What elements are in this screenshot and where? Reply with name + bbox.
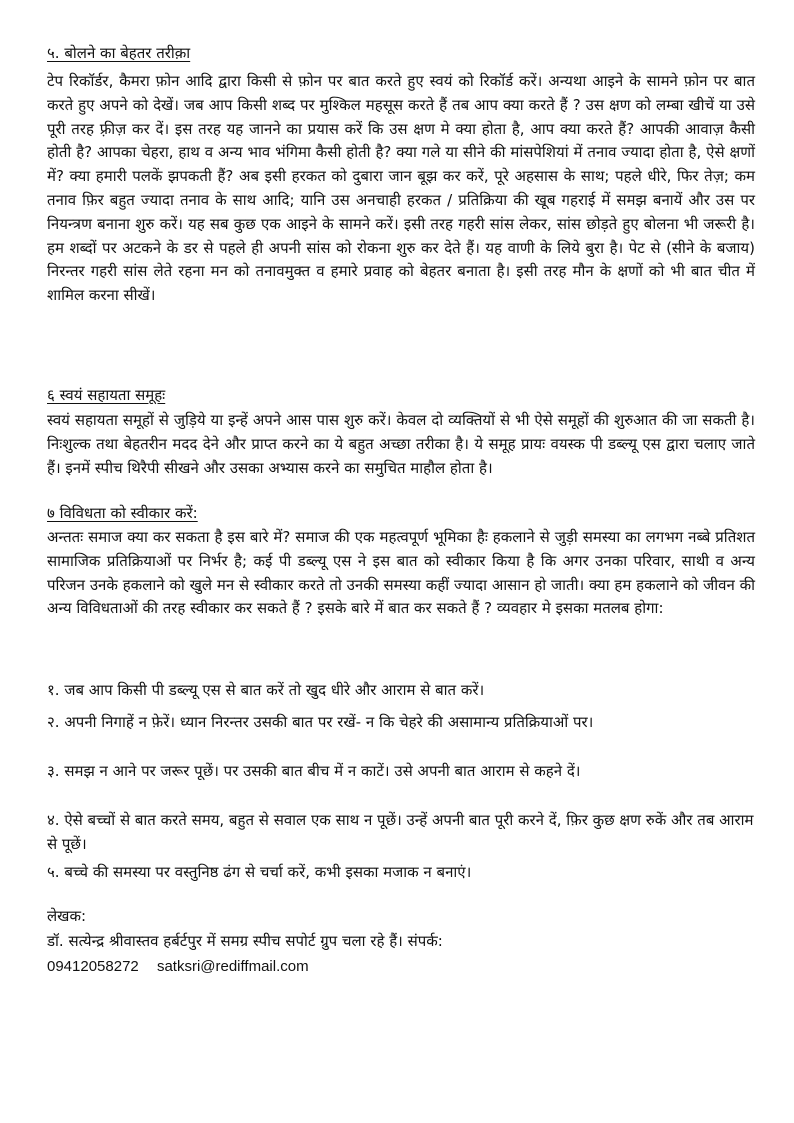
phone-number: 09412058272 bbox=[47, 958, 139, 975]
list-item-2: २. अपनी निगाहें न फ़ेरें। ध्यान निरन्तर उसकी बात पर रखें- न कि चेहरे की असामान्य प्रतिक्रियाओं पर। bbox=[47, 713, 594, 731]
list-item-3: ३. समझ न आने पर जरूर पूछें। पर उसकी बात बीच में न काटें। उसे अपनी बात आराम से कहने दें। bbox=[47, 762, 581, 780]
list-item-1: १. जब आप किसी पी डब्ल्यू एस से बात करें तो खुद धीरे और आराम से बात करें। bbox=[47, 681, 485, 699]
list-item-5: ५. बच्चे की समस्या पर वस्तुनिष्ठ ढंग से चर्चा करें, कभी इसका मजाक न बनाएं। bbox=[47, 863, 472, 881]
section-5-heading: ५. बोलने का बेहतर तरीक़ा bbox=[47, 44, 191, 62]
section-7-heading: ७ विविधता को स्वीकार करें: bbox=[47, 504, 198, 522]
email-address[interactable]: satksri@rediffmail.com bbox=[156, 958, 309, 975]
author-line: डॉ. सत्येन्द्र श्रीवास्तव हर्बर्टपुर में समग्र स्पीच सपोर्ट ग्रुप चला रहे हैं। संपर्क: bbox=[47, 932, 443, 950]
section-5-paragraph: टेप रिकॉर्डर, कैमरा फ़ोन आदि द्वारा किसी से फ़ोन पर बात करते हुए स्वयं को रिकॉर्ड करें। अन्यथा आइने के सामने फ़ोन पर बात करते हुए अपने को देखें। जब आप किसी शब्द पर मुश्किल महसूस करते हैं तब आप क्या करते हैं ? उस क्षण को लम्बा खीचें या उसे पूरी तरह फ़्रीज़ कर दें। इस तरह यह जानने का प्रयास करें कि उस क्षण मे क्या होता है, आप क्या करते हैं? आपकी आवाज़ कैसी होती है? आपका चेहरा, हाथ व अन्य भाव भंगिमा कैसी होती है? क्या गले या सीने की मांसपेशियां में तनाव ज्यादा होता है, ऐसे क्षणों में? क्या हमारी पलकें झपकती हैं? अब इसी हरकत को दुबारा जान बूझ कर करें, पूरे अहसास के साथ; पहले धीरे, फिर तेज़; कम तनाव फ़िर बहुत ज्यादा तनाव के साथ आदि; यानि उस अनचाही हरकत / प्रतिक्रिया की खूब गहराई में समझ बनायें और उस पर नियन्त्रण बनाना शुरु करें। यह सब कुछ एक आइने के सामने करें। इसी तरह गहरी सांस लेकर, सांस छोड़ते हुए बोलना भी जरूरी है। हम शब्दों पर अटकने के डर से पहले ही अपनी सांस को रोकना शुरु कर देते हैं। यह वाणी के लिये बुरा है। पेट से (सीने के बजाय) निरन्तर गहरी सांस लेते रहना मन को तनावमुक्त व हमारे प्रवाह को बेहतर बनाता है। इसी तरह मौन के क्षणों को भी बात चीत में शामिल करना सीखें। bbox=[47, 72, 755, 305]
contact-info bbox=[47, 958, 309, 975]
section-6-heading: ६ स्वयं सहायता समूहः bbox=[47, 386, 166, 404]
list-item-4: ४. ऐसे बच्चों से बात करते समय, बहुत से सवाल एक साथ न पूछें। उन्हें अपनी बात पूरी करने दें, फ़िर कुछ क्षण रुकें और तब आराम से पूछें। bbox=[47, 811, 754, 853]
author-label: लेखक: bbox=[47, 907, 87, 925]
section-6-paragraph: स्वयं सहायता समूहों से जुड़िये या इन्हें अपने आस पास शुरु करें। केवल दो व्यक्तियों से भी ऐसे समूहों की शुरुआत की जा सकती है। निःशुल्क तथा बेहतरीन मदद देने और प्राप्त करने का ये बहुत अच्छा तरीका है। ये समूह प्रायः वयस्क पी डब्ल्यू एस द्वारा चलाए जाते हैं। इनमें स्पीच थिरैपी सीखने और उसका अभ्यास करने का समुचित माहौल होता है। bbox=[47, 411, 755, 477]
section-7-paragraph: अन्ततः समाज क्या कर सकता है इस बारे में? समाज की एक महत्वपूर्ण भूमिका हैः हकलाने से जुड़ी समस्या का लगभग नब्बे प्रतिशत सामाजिक प्रतिक्रियाओं पर निर्भर है; कई पी डब्ल्यू एस ने इस बात को स्वीकार किया है कि अगर उनका परिवार, साथी व अन्य परिजन उनके हकलाने को खुले मन से स्वीकार करते तो उनकी समस्या कहीं ज्यादा आसान हो जाती। क्या हम हकलाने को जीवन की अन्य विविधताओं की तरह स्वीकार कर सकते हैं ? इसके बारे में बात कर सकते हैं ? व्यवहार मे इसका मतलब होगा: bbox=[47, 528, 755, 618]
